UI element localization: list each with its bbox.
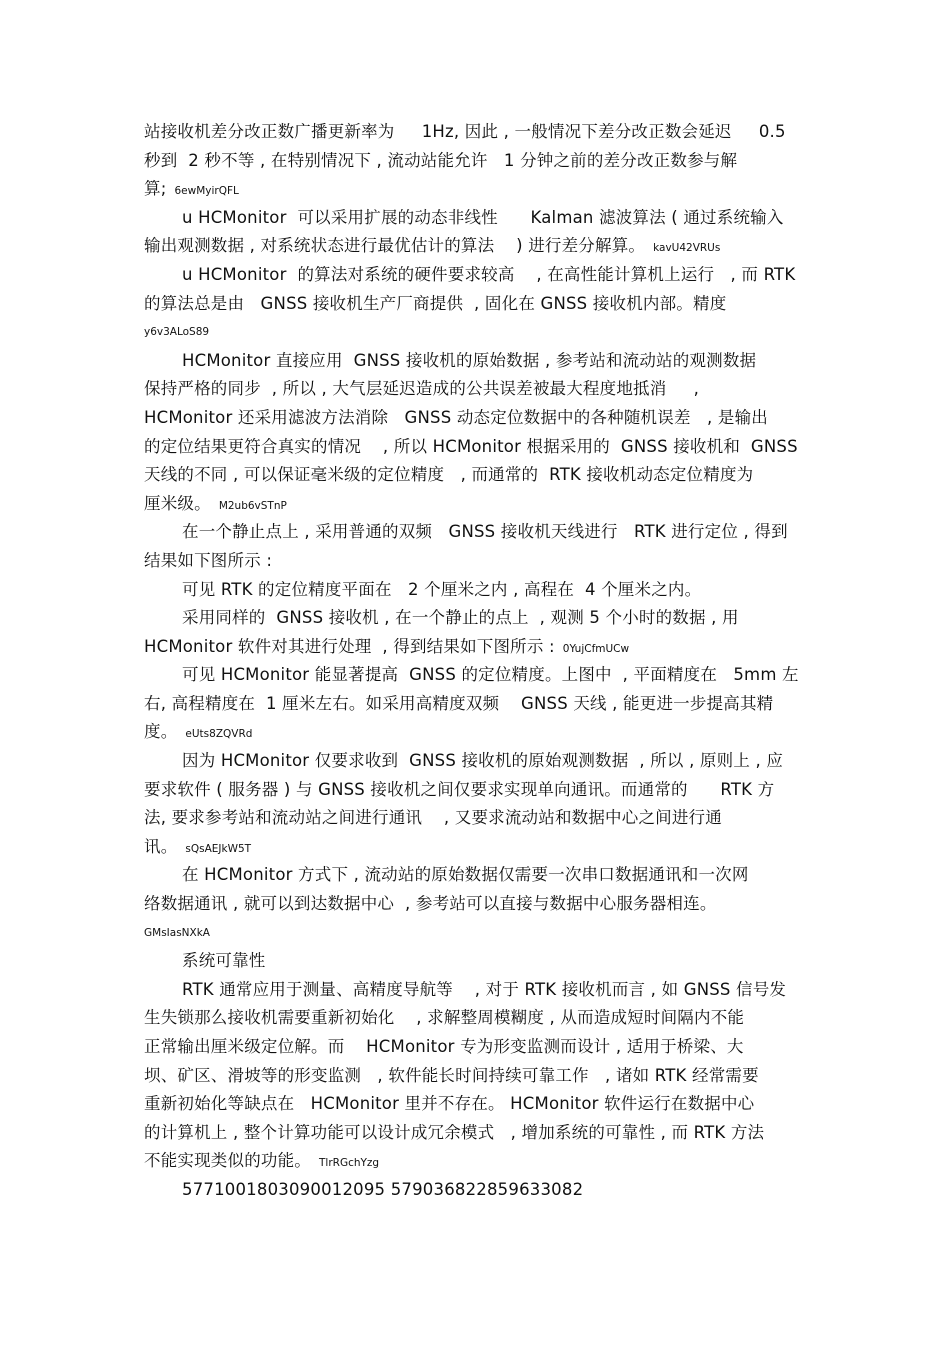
text-line (144, 919, 816, 948)
text-line (144, 290, 816, 319)
document-code: 6ewMyirQFL (174, 185, 239, 198)
line-text: 的定位结果更符合真实的情况 , 所以 HCMonitor 根据采用的 GNSS 接收机和 GNSS (144, 436, 798, 456)
text-line (144, 318, 816, 347)
text-line (144, 490, 816, 519)
line-text: 不能实现类似的功能。 (144, 1151, 311, 1171)
text-line (144, 404, 816, 433)
line-text: 正常输出厘米级定位解。而 HCMonitor 专为形变监测而设计 , 适用于桥梁、大 (144, 1037, 744, 1056)
text-line (144, 547, 816, 576)
text-line (144, 118, 816, 147)
line-text: RTK 通常应用于测量、高精度导航等 , 对于 RTK 接收机而言 , 如 GNSS 信号发 (182, 979, 787, 999)
line-text: 络数据通讯 , 就可以到达数据中心 , 参考站可以直接与数据中心服务器相连。 (144, 894, 717, 914)
text-line (144, 204, 816, 233)
line-text: 法, 要求参考站和流动站之间进行通讯 , 又要求流动站和数据中心之间进行通 (144, 808, 722, 828)
line-text: 坝、矿区、滑坡等的形变监测 , 软件能长时间持续可靠工作 , 诸如 RTK 经常需要 (144, 1065, 759, 1085)
line-text: 要求软件 ( 服务器 ) 与 GNSS 接收机之间仅要求实现单向通讯。而通常的 RTK 方 (144, 779, 775, 799)
text-line (144, 261, 816, 290)
text-line (144, 633, 816, 662)
line-text: 输出观测数据 , 对系统状态进行最优估计的算法 ) 进行差分解算。 (144, 236, 646, 256)
line-text: 因为 HCMonitor 仅要求收到 GNSS 接收机的原始观测数据 , 所以 , 原则上 , 应 (182, 751, 784, 771)
text-line (144, 1004, 816, 1033)
document-code: kavU42VRUs (653, 242, 721, 255)
line-text: 可见 RTK 的定位精度平面在 2 个厘米之内 , 高程在 4 个厘米之内。 (182, 579, 702, 599)
text-line (144, 976, 816, 1005)
line-text: 保持严格的同步 , 所以 , 大气层延迟造成的公共误差被最大程度地抵消 , (144, 379, 700, 399)
line-text: 重新初始化等缺点在 HCMonitor 里并不存在。 HCMonitor 软件运行在数据中心 (144, 1094, 755, 1114)
text-line (144, 890, 816, 919)
line-text: u HCMonitor 的算法对系统的硬件要求较高 , 在高性能计算机上运行 , 而 RTK (182, 264, 796, 284)
text-line (144, 433, 816, 462)
text-line (144, 861, 816, 890)
line-text: 系统可靠性 (182, 951, 266, 971)
line-text: 生失锁那么接收机需要重新初始化 , 求解整周模糊度 , 从而造成短时间隔内不能 (144, 1008, 745, 1028)
text-line (144, 576, 816, 605)
line-text: 的计算机上 , 整个计算功能可以设计成冗余模式 , 增加系统的可靠性 , 而 RTK 方法 (144, 1122, 765, 1142)
text-line (144, 518, 816, 547)
line-text: HCMonitor 直接应用 GNSS 接收机的原始数据 , 参考站和流动站的观测数据 (182, 350, 757, 370)
text-line (144, 175, 816, 204)
text-line (144, 147, 816, 176)
text-line (144, 1062, 816, 1091)
document-code: eUts8ZQVRd (185, 728, 253, 741)
text-line (144, 1147, 816, 1176)
document-code: M2ub6vSTnP (218, 499, 287, 512)
text-line (144, 232, 816, 261)
document-code: GMsIasNXkA (144, 926, 210, 939)
text-line (144, 661, 816, 690)
text-line (144, 747, 816, 776)
text-line (144, 1176, 816, 1205)
line-text: 在一个静止点上 , 采用普通的双频 GNSS 接收机天线进行 RTK 进行定位 , 得到 (182, 522, 788, 542)
text-line (144, 1033, 816, 1062)
text-line (144, 718, 816, 747)
document-code: y6v3ALoS89 (144, 326, 210, 339)
line-text: 度。 (144, 722, 178, 742)
text-line (144, 776, 816, 805)
document-code: 0YujCfmUCw (562, 642, 630, 655)
line-text: 在 HCMonitor 方式下 , 流动站的原始数据仅需要一次串口数据通讯和一次网 (182, 865, 749, 885)
text-line (144, 833, 816, 862)
line-text: 讯。 (144, 836, 178, 856)
line-text: 厘米级。 (144, 493, 211, 513)
text-line (144, 604, 816, 633)
document-body (144, 118, 816, 1205)
text-line (144, 804, 816, 833)
line-text: 站接收机差分改正数广播更新率为 1Hz, 因此 , 一般情况下差分改正数会延迟 0.5 (144, 122, 786, 141)
text-line (144, 375, 816, 404)
line-text: 右, 高程精度在 1 厘米左右。如采用高精度双频 GNSS 天线 , 能更进一步提高其精 (144, 693, 774, 713)
line-text: HCMonitor 软件对其进行处理 , 得到结果如下图所示 : (144, 636, 555, 656)
line-text: 可见 HCMonitor 能显著提高 GNSS 的定位精度。上图中 , 平面精度在 5mm 左 (182, 665, 799, 685)
line-text: 秒到 2 秒不等 , 在特别情况下 , 流动站能允许 1 分钟之前的差分改正数参与解 (144, 150, 738, 170)
line-text: 算; (144, 179, 167, 199)
document-code: sQsAEJkW5T (185, 842, 252, 855)
line-text: 采用同样的 GNSS 接收机 , 在一个静止的点上 , 观测 5 个小时的数据 , 用 (182, 608, 739, 628)
text-line (144, 347, 816, 376)
document-code: TlrRGchYzg (319, 1157, 380, 1170)
line-text: 5771001803090012095 579036822859633082 (182, 1179, 584, 1199)
line-text: u HCMonitor 可以采用扩展的动态非线性 Kalman 滤波算法 ( 通过系统输入 (182, 207, 784, 227)
line-text: HCMonitor 还采用滤波方法消除 GNSS 动态定位数据中的各种随机误差 , 是输出 (144, 407, 768, 427)
line-text: 的算法总是由 GNSS 接收机生产厂商提供 , 固化在 GNSS 接收机内部。精度 (144, 293, 727, 313)
text-line (144, 461, 816, 490)
text-line (144, 1119, 816, 1148)
line-text: 天线的不同 , 可以保证毫米级的定位精度 , 而通常的 RTK 接收机动态定位精度为 (144, 465, 754, 485)
text-line (144, 690, 816, 719)
text-line (144, 947, 816, 976)
line-text: 结果如下图所示 : (144, 550, 273, 570)
text-line (144, 1090, 816, 1119)
